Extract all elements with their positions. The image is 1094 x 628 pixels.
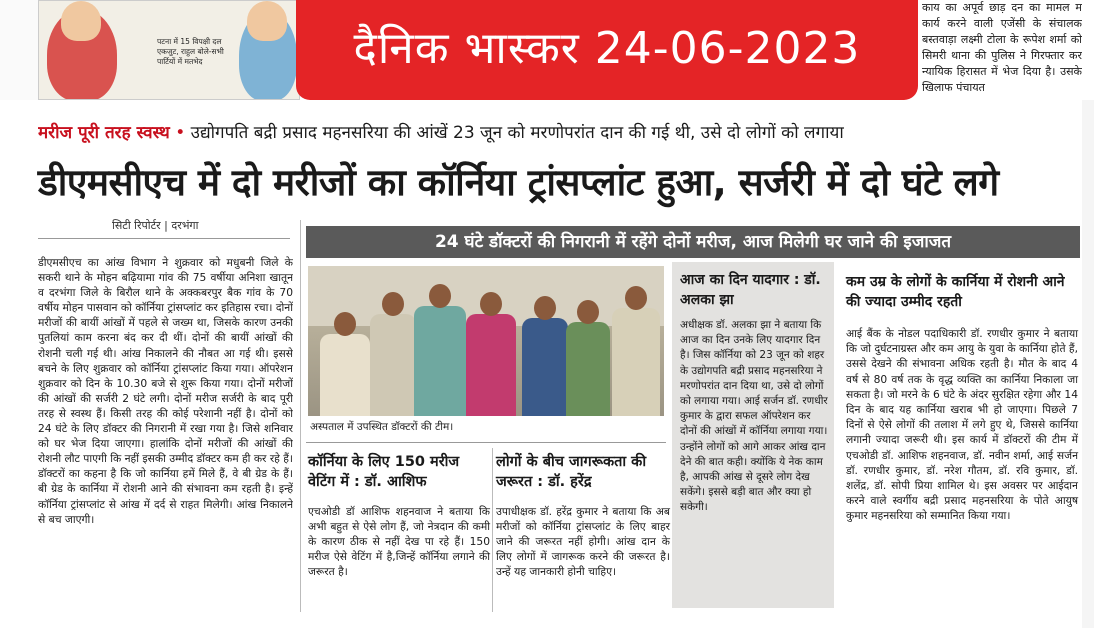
photo-person xyxy=(320,306,370,416)
column-3-heading: लोगों के बीच जागरूकता की जरूरत : डॉ. हरेंद्र xyxy=(496,454,647,490)
strap-text: उद्योगपति बद्री प्रसाद महनसरिया की आंखें 23 जून को मरणोपरांत दान की गई थी, उसे दो लोगों को लगाया xyxy=(190,123,844,143)
divider xyxy=(300,220,301,612)
divider xyxy=(492,448,493,612)
strap-bullet: • xyxy=(175,123,186,143)
photo-person xyxy=(414,278,466,416)
photo-person xyxy=(522,290,568,416)
divider xyxy=(38,238,290,239)
strap-line xyxy=(38,118,1078,148)
subheadline-bar: 24 घंटे डॉक्टरों की निगरानी में रहेंगे दोनों मरीज, आज मिलेगी घर जाने की इजाजत xyxy=(306,226,1080,258)
strap-tag: मरीज पूरी तरह स्वस्थ xyxy=(38,123,170,143)
editorial-cartoon xyxy=(38,0,300,100)
photo-person xyxy=(566,294,610,416)
photo-caption: अस्पताल में उपस्थित डॉक्टरों की टीम। xyxy=(310,421,454,433)
divider xyxy=(306,442,666,443)
newspaper-masthead xyxy=(296,0,918,100)
photo-person xyxy=(466,286,516,416)
doctors-team-photo xyxy=(308,266,664,416)
masthead-title: दैनिक भास्कर 24-06-2023 xyxy=(353,23,861,74)
main-headline: डीएमसीएच में दो मरीजों का कॉर्निया ट्रांसप्लांट हुआ, सर्जरी में दो घंटे लगे xyxy=(38,161,999,204)
cartoon-face-right xyxy=(247,1,287,41)
article-column-3: उपाधीक्षक डॉ. हरेंद्र कुमार ने बताया कि अब मरीजों को कॉर्निया ट्रांसप्लांट के लिए बाहर जाने की जरूरत नहीं होगी। आंख दान के लिए लोगों में जागरूक करने की जरूरत है। उन्हें यह जानकारी होनी चाहिए। xyxy=(496,505,670,578)
byline: सिटी रिपोर्टर | दरभंगा xyxy=(112,219,199,232)
top-right-snippet: काय का अपूर्व छाड़ दन का मामल म कार्य करने वाली एजेंसी के संचालक बस्तवाड़ा लक्ष्मी टोला के रूपेश शर्मा को सिमरी थाना की पुलिस ने गिरफ्तार कर न्यायिक हिरासत में भेज दिया है। उसके खिलाफ पंचायत xyxy=(922,1,1082,94)
article-column-2: एचओडी डॉ आशिफ शहनवाज ने बताया कि अभी बहुत से ऐसे लोग हैं, जो नेत्रदान की कमी के कारण ठीक से नहीं देख पा रहे हैं। 150 मरीज ऐसे वेटिंग में है,जिन्हें कॉर्निया लगाने की जरूरत है। xyxy=(308,505,490,578)
article-column-1: डीएमसीएच का आंख विभाग ने शुक्रवार को मधुबनी जिले के सकरी थाने के मोहन बढ़ियामा गांव की 75 वर्षीया अनिशा खातून व दरभंगा जिले के बिरौल थाने के अक्कबरपुर बैक गांव के 70 वर्षीय मोहन पासवान को कॉर्निया ट्रांसप्लांट कर इतिहास रचा। दोनों मरीजों की बायीं आंखों में पहले से जख्म था, जिसके कारण उनकी पुतलियां काम करना बंद कर दी थीं। दोनों की बायीं आंखों की रोशनी चली गई थी। आंख निकालने की नौबत आ गई थी। इससे बचने के लिए शुक्रवार को कॉर्निया ट्रांसप्लांट किया गया। ऑपरेशन शुक्रवार को दिन के 10.30 बजे से शुरू किया गया। दोनों मरीजों की आंखों की सर्जरी 2 घंटे लगी। दोनों मरीज सर्जरी के बाद पूरी तरह से स्वस्थ हैं। किसी तरह की कोई परेशानी नहीं है। दोनों को 24 घंटे के लिए डॉक्टर की निगरानी में रखा गया है। जिसे शनिवार को घर भेज दिया जाएगा। हालांकि दोनों मरीजों की आंखों की रोशनी लौट पाएगी कि नहीं इसकी उम्मीद डॉक्टर कम ही कर रहे हैं। डॉक्टरों का कहना है कि जो कार्निया हमें मिले हैं, वे बी ग्रेड के हैं। बी ग्रेड के कार्निया में रोशनी आने की संभावना कम रहती है। इन्हें कॉर्निया ट्रांसप्लांट से आंख में दर्द से राहत मिलेगी। आंख निकालने से बच जाएगी। xyxy=(38,256,293,526)
photo-person xyxy=(370,286,416,416)
column-5-heading: कम उम्र के लोगों के कार्निया में रोशनी आने की ज्यादा उम्मीद रहती xyxy=(846,274,1065,310)
photo-person xyxy=(612,280,660,416)
sidebar-box-heading: आज का दिन यादगार : डॉ. अलका झा xyxy=(680,272,821,308)
cartoon-face-left xyxy=(61,1,101,41)
page-margin xyxy=(0,0,38,100)
article-column-5: आई बैंक के नोडल पदाधिकारी डॉ. रणधीर कुमार ने बताया कि जो दुर्घटनाग्रस्त और कम आयु के युवा के कार्निया होते हैं, उससे देखने की संभावना अधिक रहती है। मौत के बाद 4 वर्ष से 80 वर्ष तक के वृद्ध व्यक्ति का कार्निया निकाला जा सकता है। जो मरने के 6 घंटे के अंदर सुरक्षित रहेगा और 14 दिन के बाद यह कार्निया खराब भी हो जाएगा। पिछले 7 दिनों से ऐसे लोगों की तलाश में लगे हुए थे, जिससे कार्निया लगानी ज्यादा जरूरी थी। इस कार्य में डॉक्टरों की टीम में एचओडी डॉ. आशिफ शहनवाज, डॉ. नवीन शर्मा, आई सर्जन डॉ. रणधीर कुमार, डॉ. नरेश गौतम, डॉ. रवि कुमार, डॉ. शलेंद्र, डॉ. सोपी प्रिया शामिल थे। इस अवसर पर आईदान करने वाले स्वर्गीय बद्री प्रसाद महनसरिया के पोते आयुष कुमार महनसरिया को सम्मानित किया गया। xyxy=(846,327,1078,523)
page-edge xyxy=(1082,100,1094,628)
column-2-heading: कॉर्निया के लिए 150 मरीज वेटिंग में : डॉ. आशिफ xyxy=(308,454,460,490)
sidebar-box-text: अधीक्षक डॉ. अलका झा ने बताया कि आज का दिन उनके लिए यादगार दिन है। जिस कॉर्निया को 23 जून को शहर के उद्योगपति बद्री प्रसाद महनसरिया ने मरणोपरांत दान दिया था, उसे दो लोगों को लगाया गया। आई सर्जन डॉ. रणधीर कुमार के द्वारा सफल ऑपरेशन कर दोनों की आंखों में कॉर्निया लगाया गया। उन्होंने लोगों को आगे आकर आंख दान देने की बात कही। क्योंकि ये नेक काम है, आपकी आंख से दूसरे लोग देख सकेंगे। इससे बड़ी बात और क्या हो सकेगी। xyxy=(680,319,828,514)
cartoon-caption: पटना में 15 विपक्षी दल एकजुट, राहुल बोले-सभी पार्टियों में मतभेद xyxy=(157,37,224,66)
